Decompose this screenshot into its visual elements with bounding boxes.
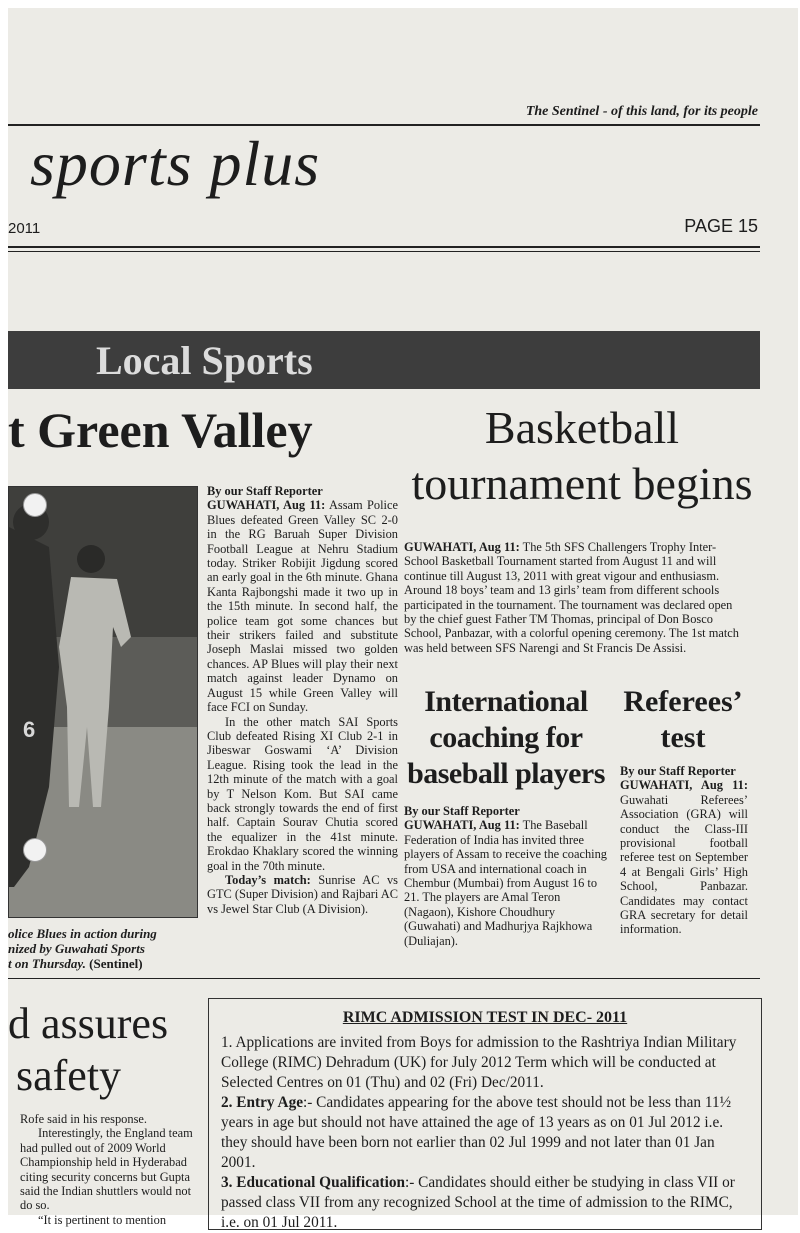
byline: By our Staff Reporter <box>404 804 520 818</box>
section-title: sports plus <box>30 128 321 199</box>
photo-caption <box>8 926 198 971</box>
todays-match-text: Sunrise AC vs GTC (Super Division) and Rajbari AC vs Jewel Star Club (A Division). <box>207 872 399 916</box>
story-paragraph: The Baseball Federation of India has invited three players of Assam to receive the coaching from USA and international coach in Chembur (Mumbai) from August 16 to 21. The players are Amal Teron (Nagaon), Kishore Choudhury (Guwahati) and Madhurjya Rajkhowa (Duliajan). <box>404 818 607 948</box>
headline-green-valley: t Green Valley <box>8 402 313 458</box>
headline-line: International <box>424 685 588 718</box>
headline-referees <box>618 684 748 756</box>
story-paragraph: Interestingly, the England team had pulled out of 2009 World Championship held in Hyderabad citing security concerns but Gupta said the Indian shuttlers would not do so. <box>20 1126 193 1213</box>
story-green-valley-body <box>207 484 398 916</box>
notice-item-3-text: :- Candidates should either be studying in class VII or passed class VII from any recognized School at the time of admission to the RIMC, i.e. on 01 Jul 2011. <box>221 1174 735 1231</box>
headline-line: safety <box>16 1051 122 1100</box>
story-referees-body <box>620 764 748 937</box>
notice-item-2-label: 2. Entry Age <box>221 1094 304 1111</box>
section-divider <box>8 978 760 979</box>
caption-line-3: t on Thursday. <box>8 956 86 971</box>
story-paragraph: Rofe said in his response. <box>20 1112 147 1126</box>
headline-safety <box>8 998 168 1102</box>
notice-item-1: 1. Applications are invited from Boys for admission to the Rashtriya Indian Military College (RIMC) Dehradum (UK) for July 2012 Term which will be conducted at Selected Centres on 01 (Thu) and 02 (Fri) Dec/2011. <box>221 1034 737 1091</box>
issue-date: 2011 <box>8 220 41 237</box>
notice-title: RIMC ADMISSION TEST IN DEC- 2011 <box>342 1009 628 1026</box>
header-rule-top <box>8 124 760 126</box>
photo-pin-top <box>23 493 47 517</box>
story-paragraph: The 5th SFS Challengers Trophy Inter-School Basketball Tournament started from August 11 and will continue till August 13, 2011 with great vigour and enthusiasm. Around 18 boys’ team and 13 girls’ team from different schools participated in the tournament. The tournament was declared open by the chief guest Father TM Thomas, principal of Don Bosco School, Panbazar, with a colorful opening ceremony. The 1st match was held between SFS Narengi and St Francis De Assisi. <box>404 540 739 655</box>
story-paragraph: Assam Police Blues defeated Green Valley SC 2-0 in the RG Baruah Super Division Football League at Nehru Stadium today. Striker Robijit Jigdung scored an early goal in the 6th minute. Ghana Kanta Rajbongshi made it two up in the 15th minute. In second half, the police team got some chances but their strikers failed and substitute Joseph Maslai missed two golden chances. AP Blues will play their next match against leader Dynamo on August 15 while Green Valley will face FCI on Sunday. <box>207 498 398 715</box>
dateline: GUWAHATI, Aug 11: <box>404 540 520 554</box>
section-bar-label: Local Sports <box>96 338 313 383</box>
story-paragraph: Guwahati Referees’ Association (GRA) will conduct the Class-III provisional football referee test on September 4 at Bengali Girls’ High School, Panbazar. Candidates may contact GRA secretary for detail information. <box>620 792 748 937</box>
notice-item-2-text: :- Candidates appearing for the above test should not be less than 11½ years in age but should not have attained the age of 13 years as on 01 Jul 2012 i.e. they should have been born not earlier than 02 Jul 1999 and not later than 01 Jan 2001. <box>221 1094 732 1171</box>
page-number: PAGE 15 <box>684 216 758 236</box>
todays-match-label: Today’s match: <box>225 872 311 887</box>
headline-line: Referees’ <box>623 685 743 718</box>
byline: By our Staff Reporter <box>207 484 323 498</box>
headline-line: test <box>660 721 706 754</box>
headline-basketball <box>404 400 760 512</box>
dateline: GUWAHATI, Aug 11: <box>404 818 520 833</box>
headline-line: tournament begins <box>411 458 753 509</box>
story-safety-body <box>20 1112 202 1227</box>
photo-jersey-number: 6 <box>23 717 36 742</box>
caption-credit: (Sentinel) <box>89 956 143 971</box>
notice-item-3-label: 3. Educational Qualification <box>221 1174 406 1191</box>
photo-pin-bottom <box>23 838 47 862</box>
headline-line: Basketball <box>484 402 680 453</box>
newspaper-page <box>8 8 798 1231</box>
story-basketball-body <box>404 540 742 655</box>
story-paragraph: “It is pertinent to mention <box>38 1212 167 1227</box>
dateline: GUWAHATI, Aug 11: <box>207 498 326 513</box>
headline-line: d assures <box>8 999 169 1048</box>
newspaper-tagline: The Sentinel - of this land, for its people <box>525 104 758 119</box>
header-rule-thin <box>8 251 760 252</box>
headline-baseball <box>404 684 608 792</box>
story-baseball-body <box>404 804 608 948</box>
notice-body <box>209 1027 761 1233</box>
section-bar <box>8 331 760 389</box>
story-paragraph: In the other match SAI Sports Club defeated Rising XI Club 2-1 in Jibeswar Goswami ‘A’ Division League. Rising took the lead in the 12th minute of the match with a goal by T Nelson Kom. But SAI came back strongly towards the end of first half. Captain Sourav Chutia scored the equalizer in the 41st minute. Erokdao Khaklary scored the winning goal in the 70th minute. <box>207 714 398 873</box>
rimc-notice-box <box>208 998 762 1230</box>
headline-line: coaching for <box>429 721 583 754</box>
dateline: GUWAHATI, Aug 11: <box>620 778 748 793</box>
caption-line-1: olice Blues in action during <box>8 926 157 941</box>
caption-line-2: nized by Guwahati Sports <box>8 941 145 956</box>
headline-line: baseball players <box>407 757 605 790</box>
header-rule-bottom <box>8 246 760 248</box>
byline: By our Staff Reporter <box>620 764 736 778</box>
